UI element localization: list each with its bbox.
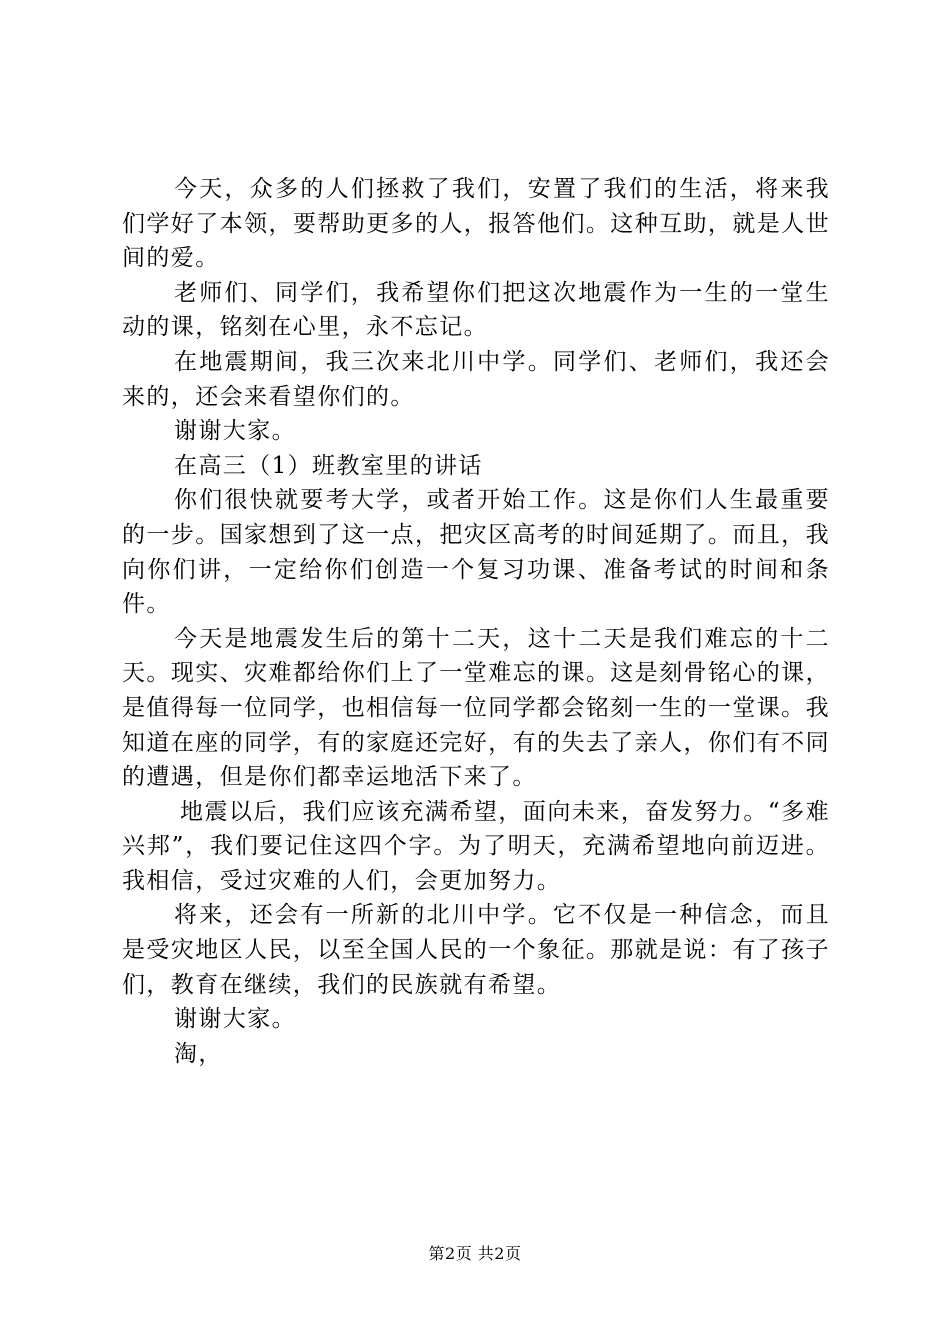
paragraph: 今天，众多的人们拯救了我们，安置了我们的生活，将来我们学好了本领，要帮助更多的人，报答他们。这种互助，就是人世间的爱。 [122,176,830,272]
paragraph: 老师们、同学们，我希望你们把这次地震作为一生的一堂生动的课，铭刻在心里，永不忘记。 [122,279,830,341]
paragraph: 将来，还会有一所新的北川中学。它不仅是一种信念，而且是受灾地区人民，以至全国人民的一个象征。那就是说：有了孩子们，教育在继续，我们的民族就有希望。 [122,902,830,998]
page-footer [0,1244,950,1264]
paragraph: 你们很快就要考大学，或者开始工作。这是你们人生最重要的一步。国家想到了这一点，把灾区高考的时间延期了。而且，我向你们讲，一定给你们创造一个复习功课、准备考试的时间和条件。 [122,487,830,618]
page-indicator: 第2页 共2页 [428,1244,522,1263]
document-body [122,172,830,1071]
paragraph: 地震以后，我们应该充满希望，面向未来，奋发努力。“多难兴邦”，我们要记住这四个字。为了明天，充满希望地向前迈进。我相信，受过灾难的人们，会更加努力。 [122,798,830,894]
paragraph: 谢谢大家。 [174,1006,296,1033]
paragraph: 今天是地震发生后的第十二天，这十二天是我们难忘的十二天。现实、灾难都给你们上了一堂难忘的课。这是刻骨铭心的课，是值得每一位同学，也相信每一位同学都会铭刻一生的一堂课。我知道在座的同学，有的家庭还完好，有的失去了亲人，你们有不同的遭遇，但是你们都幸运地活下来了。 [122,625,830,791]
section-heading: 在高三（1）班教室里的讲话 [174,452,483,479]
paragraph: 谢谢大家。 [174,418,296,445]
paragraph: 淘， [174,1040,223,1067]
paragraph: 在地震期间，我三次来北川中学。同学们、老师们，我还会来的，还会来看望你们的。 [122,348,830,410]
